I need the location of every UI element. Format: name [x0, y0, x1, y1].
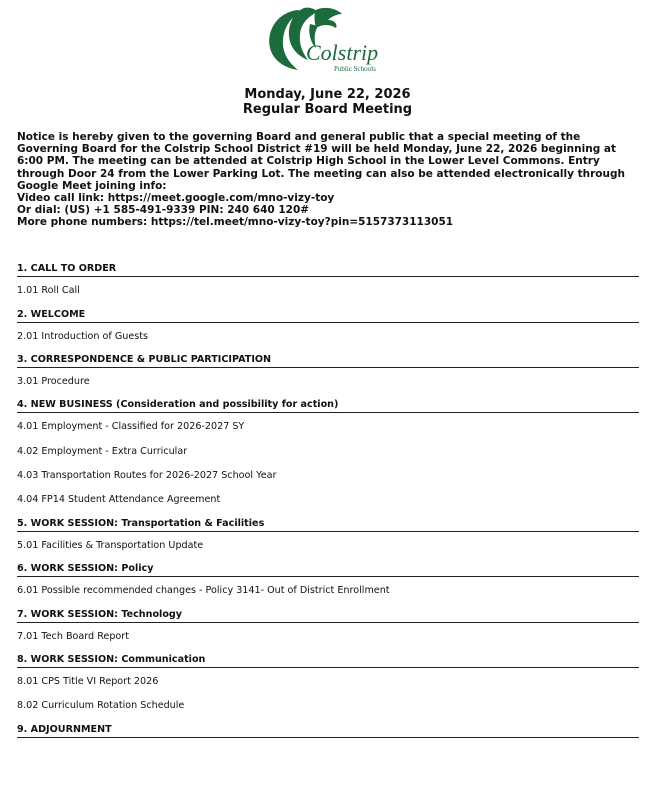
agenda-item: 4.04 FP14 Student Attendance Agreement — [17, 494, 221, 505]
section-title: 5. WORK SESSION: Transportation & Facilities — [17, 518, 639, 532]
notice-line: Google Meet joining info: — [17, 179, 167, 192]
meeting-type: Regular Board Meeting — [242, 102, 413, 117]
agenda-item: 2.01 Introduction of Guests — [17, 331, 149, 342]
notice-line: Governing Board for the Colstrip School District #19 will be held Monday, June 22, 2026 beginning at — [17, 143, 616, 156]
agenda-section-welcome — [17, 309, 639, 323]
agenda-section-call-to-order — [17, 263, 639, 277]
agenda-item: 8.02 Curriculum Rotation Schedule — [17, 700, 185, 711]
agenda-section-technology — [17, 609, 639, 623]
agenda-item: 4.02 Employment - Extra Curricular — [17, 446, 188, 457]
agenda-item: 8.01 CPS Title VI Report 2026 — [17, 676, 159, 687]
section-title: 3. CORRESPONDENCE & PUBLIC PARTICIPATION — [17, 354, 639, 368]
section-title: 2. WELCOME — [17, 309, 639, 323]
section-title: 4. NEW BUSINESS (Consideration and possibility for action) — [17, 399, 639, 413]
meeting-date: Monday, June 22, 2026 — [244, 87, 411, 102]
agenda-item: 6.01 Possible recommended changes - Policy 3141- Out of District Enrollment — [17, 585, 390, 596]
more-phone-numbers-link[interactable]: More phone numbers: https://tel.meet/mno-vizy-toy?pin=5157373113051 — [17, 216, 454, 229]
section-title: 6. WORK SESSION: Policy — [17, 563, 639, 577]
agenda-item: 7.01 Tech Board Report — [17, 631, 129, 642]
dial-in-info: Or dial: (US) +1 585-491-9339 PIN: 240 640 120# — [17, 204, 310, 217]
svg-text:Colstrip: Colstrip — [306, 40, 379, 65]
agenda-section-correspondence — [17, 354, 639, 368]
agenda-item: 5.01 Facilities & Transportation Update — [17, 540, 204, 551]
section-title: 1. CALL TO ORDER — [17, 263, 639, 277]
notice-line: 6:00 PM. The meeting can be attended at Colstrip High School in the Lower Level Commons. Entry — [17, 155, 600, 168]
notice-line: through Door 24 from the Lower Parking Lot. The meeting can also be attended electronically through — [17, 167, 625, 180]
notice-line: Notice is hereby given to the governing Board and general public that a special meeting of the — [17, 131, 581, 143]
agenda-section-policy — [17, 563, 639, 577]
agenda-section-communication — [17, 654, 639, 668]
section-title: 7. WORK SESSION: Technology — [17, 609, 639, 623]
agenda-item: 4.03 Transportation Routes for 2026-2027 School Year — [17, 470, 277, 481]
district-logo — [258, 2, 408, 76]
agenda-section-new-business — [17, 399, 639, 413]
agenda-section-adjournment — [17, 724, 639, 738]
agenda-item: 3.01 Procedure — [17, 376, 90, 387]
section-title: 8. WORK SESSION: Communication — [17, 654, 639, 668]
svg-text:Public Schools: Public Schools — [334, 65, 376, 73]
agenda-item: 1.01 Roll Call — [17, 285, 80, 296]
agenda-item: 4.01 Employment - Classified for 2026-2027 SY — [17, 421, 245, 432]
video-call-link[interactable]: Video call link: https://meet.google.com/mno-vizy-toy — [17, 192, 335, 205]
meeting-notice — [17, 131, 642, 229]
section-title: 9. ADJOURNMENT — [17, 724, 639, 738]
agenda-section-transportation-facilities — [17, 518, 639, 532]
